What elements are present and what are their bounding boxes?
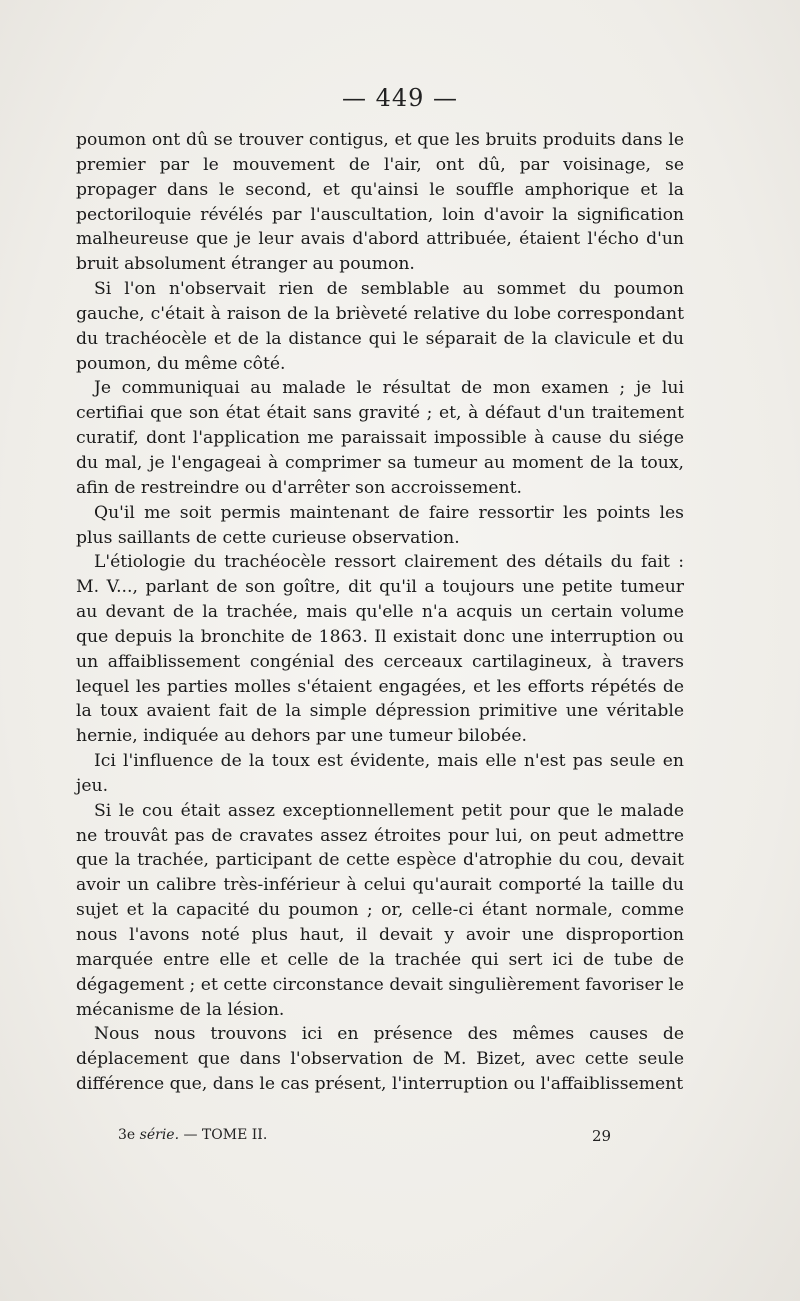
tome-label: — TOME II. bbox=[183, 1127, 268, 1143]
page-number: — 449 — bbox=[341, 84, 459, 112]
series-label bbox=[118, 1127, 267, 1143]
paragraph-4: Qu'il me soit permis maintenant de faire ressortir les points les plus saillants de cette curieuse observation. bbox=[76, 502, 684, 548]
paragraph-2: Si l'on n'observait rien de semblable au sommet du poumon gauche, c'était à raison de la brièveté relative du lobe correspondant du trachéocèle et de la distance qui le séparait de la clavicule et du poumon, du même côté. bbox=[76, 279, 684, 374]
page-footer bbox=[0, 1127, 800, 1151]
paragraph-6: Ici l'influence de la toux est évidente, mais elle n'est pas seule en jeu. bbox=[76, 751, 684, 796]
paragraph-8: Nous nous trouvons ici en présence des mêmes causes de déplacement que dans l'observation de M. Bizet, avec cette seule différence que, dans le cas présent, l'interruption ou l'affaiblissement bbox=[76, 1024, 684, 1095]
paragraph-1: poumon ont dû se trouver contigus, et que les bruits produits dans le premier par le mouvement de l'air, ont dû, par voisinage, se propager dans le second, et qu'ainsi le souffle amphorique et la pectoriloquie révélés par l'auscultation, loin d'avoir la signification malheureuse que je leur avais d'abord attribuée, étaient l'écho d'un bruit absolument étranger au poumon. bbox=[76, 130, 684, 275]
paragraph-7: Si le cou était assez exceptionnellement petit pour que le malade ne trouvât pas de cravates assez étroites pour lui, on peut admettre que la trachée, participant de cette espèce d'atrophie du cou, devait avoir un calibre très-inférieur à celui qu'aurait comporté la taille du sujet et la capacité du poumon ; or, celle-ci étant normale, comme nous l'avons noté plus haut, il devait y avoir une disproportion marquée entre elle et celle de la trachée qui sert ici de tube de dégagement ; et cette circonstance devait singulièrement favoriser le mécanisme de la lésion. bbox=[76, 800, 684, 1020]
signature-mark: 29 bbox=[592, 1127, 612, 1145]
paragraph-3: Je communiquai au malade le résultat de mon examen ; je lui certifiai que son état était sans gravité ; et, à défaut d'un traitement curatif, dont l'application me paraissait impossible à cause du siége du mal, je l'engageai à comprimer sa tumeur au moment de la toux, afin de restreindre ou d'arrêter son accroissement. bbox=[76, 378, 684, 498]
body-text bbox=[76, 128, 684, 1097]
paragraph-5: L'étiologie du trachéocèle ressort clairement des détails du fait : M. V..., parlant de son goître, dit qu'il a toujours une petite tumeur au devant de la trachée, mais qu'elle n'a acquis un certain volume que depuis la bronchite de 1863. Il existait donc une interruption ou un affaiblissement congénial des cerceaux cartilagineux, à travers lequel les parties molles s'étaient engagées, et les efforts répétés de la toux avaient fait de la simple dépression primitive une véritable hernie, indiquée au dehors par une tumeur bilobée. bbox=[76, 552, 684, 747]
series-word: série. bbox=[139, 1127, 180, 1143]
series-number: 3e bbox=[118, 1127, 136, 1143]
